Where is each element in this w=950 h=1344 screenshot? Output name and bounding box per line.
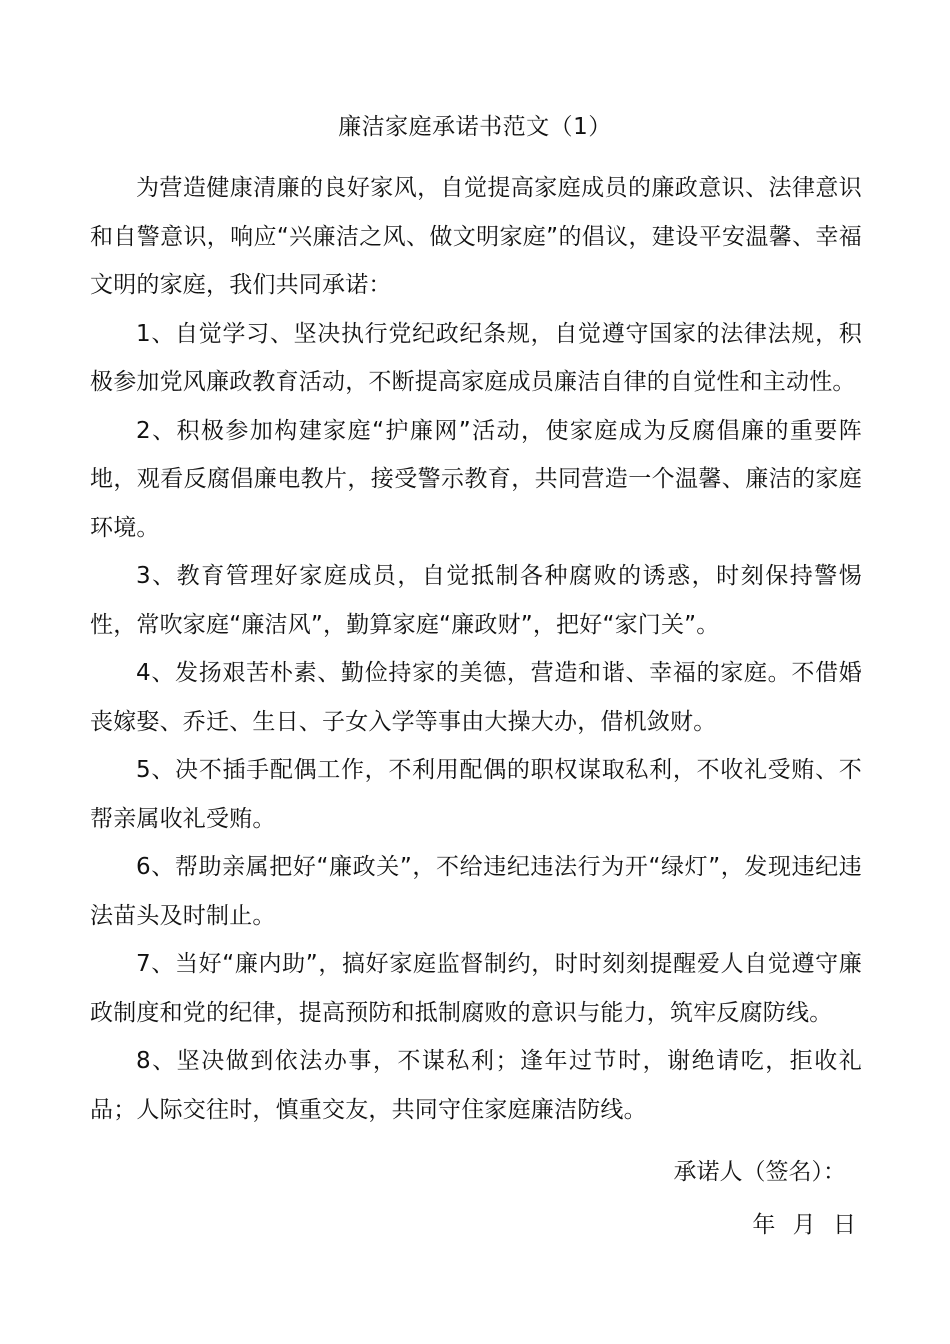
- commitment-item-7: 7、当好“廉内助”，搞好家庭监督制约，时时刻刻提醒爱人自觉遵守廉政制度和党的纪律，提高预防和抵制腐败的意识与能力，筑牢反腐防线。: [90, 951, 862, 1026]
- intro-paragraph: 为营造健康清廉的良好家风，自觉提高家庭成员的廉政意识、法律意识和自警意识，响应“兴廉洁之风、做文明家庭”的倡议，建设平安温馨、幸福文明的家庭，我们共同承诺：: [90, 175, 862, 298]
- commitment-item-2: 2、积极参加构建家庭“护廉网”活动，使家庭成为反腐倡廉的重要阵地，观看反腐倡廉电教片，接受警示教育，共同营造一个温馨、廉洁的家庭环境。: [90, 417, 862, 541]
- commitment-item-8: 8、坚决做到依法办事，不谋私利；逢年过节时，谢绝请吃，拒收礼品；人际交往时，慎重交友，共同守住家庭廉洁防线。: [90, 1048, 862, 1123]
- commitment-item-1: 1、自觉学习、坚决执行党纪政纪条规，自觉遵守国家的法律法规，积极参加党风廉政教育活动，不断提高家庭成员廉洁自律的自觉性和主动性。: [90, 320, 862, 395]
- signature-line: 承诺人（签名）：: [673, 1159, 846, 1185]
- commitment-item-6: 6、帮助亲属把好“廉政关”，不给违纪违法行为开“绿灯”，发现违纪违法苗头及时制止。: [90, 854, 862, 929]
- commitment-item-5: 5、决不插手配偶工作，不利用配偶的职权谋取私利，不收礼受贿、不帮亲属收礼受贿。: [90, 757, 862, 832]
- date-line: 年 月 日: [752, 1212, 858, 1238]
- commitment-item-4: 4、发扬艰苦朴素、勤俭持家的美德，营造和谐、幸福的家庭。不借婚丧嫁娶、乔迁、生日、子女入学等事由大操大办，借机敛财。: [90, 660, 862, 735]
- document-body: [90, 164, 862, 1134]
- document-title: 廉洁家庭承诺书范文（1）: [338, 114, 612, 140]
- commitment-item-3: 3、教育管理好家庭成员，自觉抵制各种腐败的诱惑，时刻保持警惕性，常吹家庭“廉洁风”，勤算家庭“廉政财”，把好“家门关”。: [90, 563, 862, 638]
